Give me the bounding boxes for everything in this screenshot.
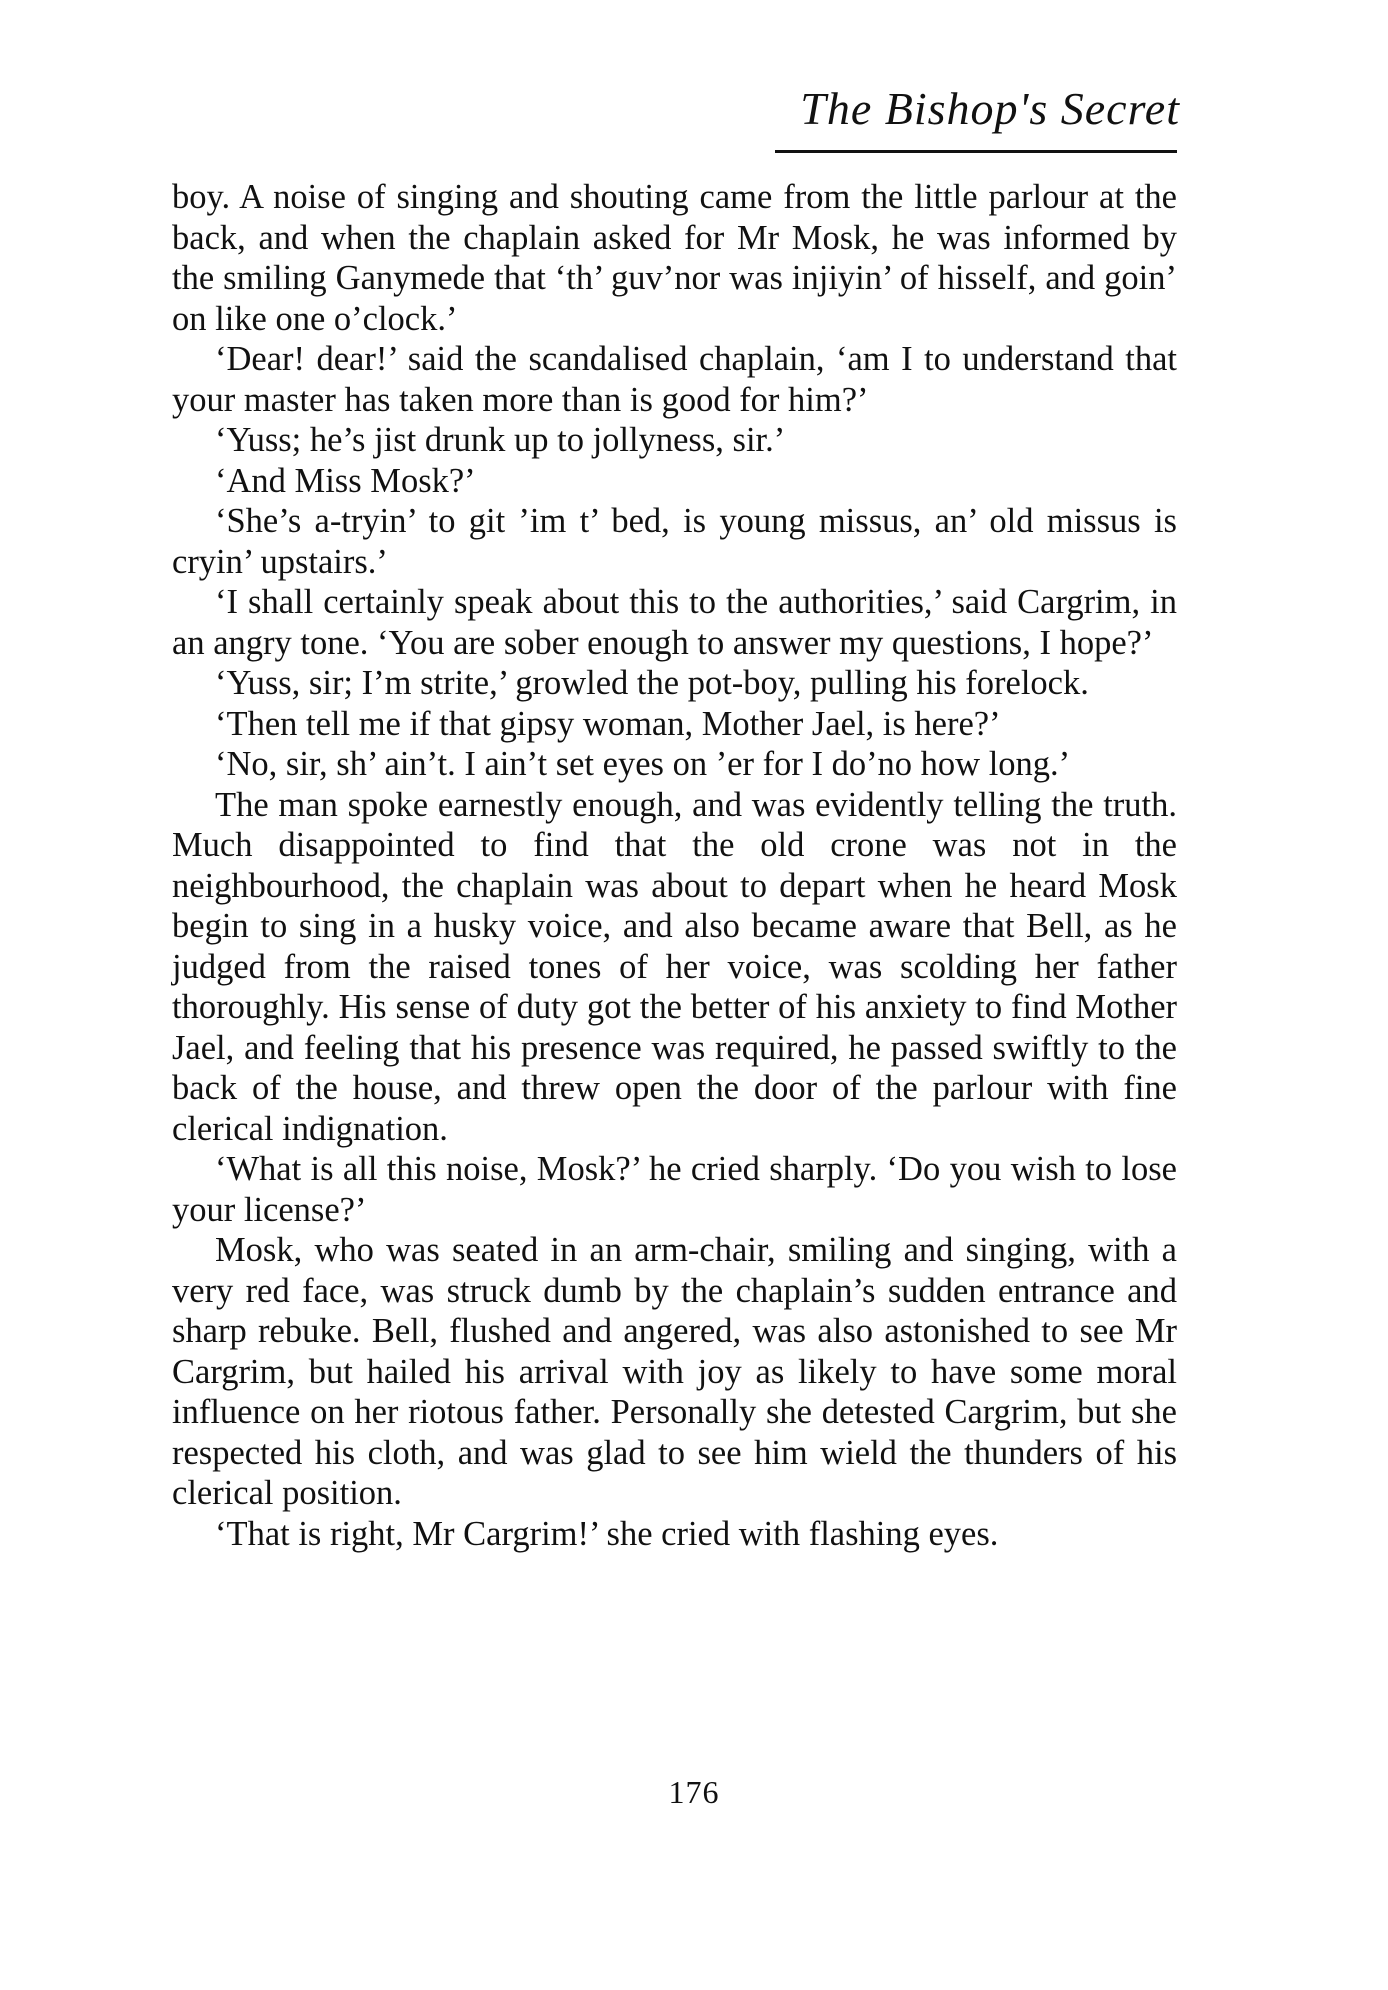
paragraph-13: ‘That is right, Mr Cargrim!’ she cried with flashing eyes. — [215, 1514, 999, 1553]
paragraph-1: boy. A noise of singing and shouting came from the little parlour at the back, and when the chaplain asked for Mr Mosk, he was informed by the smiling Ganymede that ‘th’ guv’nor was injiyin’ of hisself, and goin’ on like one o’clock.’ — [172, 178, 1177, 338]
paragraph-10: The man spoke earnestly enough, and was evidently telling the truth. Much disappointed to find that the old crone was not in the neighbourhood, the chaplain was about to depart when he heard Mosk begin to sing in a husky voice, and also became aware that Bell, as he judged from the raised tones of her voice, was scolding her father thoroughly. His sense of duty got the better of his anxiety to find Mother Jael, and feeling that his presence was required, he passed swiftly to the back of the house, and threw open the door of the parlour with fine clerical indignation. — [172, 785, 1177, 1148]
paragraph-9: ‘No, sir, sh’ ain’t. I ain’t set eyes on ’er for I do’no how long.’ — [215, 745, 1071, 783]
paragraph-8: ‘Then tell me if that gipsy woman, Mother Jael, is here?’ — [215, 704, 1001, 743]
paragraph-7: ‘Yuss, sir; I’m strite,’ growled the pot-boy, pulling his forelock. — [215, 664, 1089, 702]
paragraph-3: ‘Yuss; he’s jist drunk up to jollyness, sir.’ — [215, 421, 786, 459]
paragraph-11: ‘What is all this noise, Mosk?’ he cried sharply. ‘Do you wish to lose your license?’ — [172, 1150, 1177, 1229]
running-title: The Bishop's Secret — [800, 83, 1180, 134]
paragraph-2: ‘Dear! dear!’ said the scandalised chaplain, ‘am I to understand that your master has taken more than is good for him?’ — [172, 340, 1177, 419]
paragraph-12: Mosk, who was seated in an arm-chair, smiling and singing, with a very red face, was struck dumb by the chaplain’s sudden entrance and sharp rebuke. Bell, flushed and angered, was also astonished to see Mr Cargrim, but hailed his arrival with joy as likely to have some moral influence on her riotous father. Personally she detested Cargrim, but she respected his cloth, and was glad to see him wield the thunders of his clerical position. — [172, 1231, 1177, 1512]
header-rule — [775, 150, 1177, 153]
paragraph-4: ‘And Miss Mosk?’ — [215, 461, 476, 500]
page-body — [172, 177, 1177, 1554]
page-number: 176 — [668, 1774, 720, 1810]
paragraph-5: ‘She’s a-tryin’ to git ’im t’ bed, is young missus, an’ old missus is cryin’ upstairs.’ — [172, 502, 1177, 581]
paragraph-6: ‘I shall certainly speak about this to the authorities,’ said Cargrim, in an angry tone. ‘You are sober enough to answer my questions, I hope?’ — [172, 583, 1177, 662]
